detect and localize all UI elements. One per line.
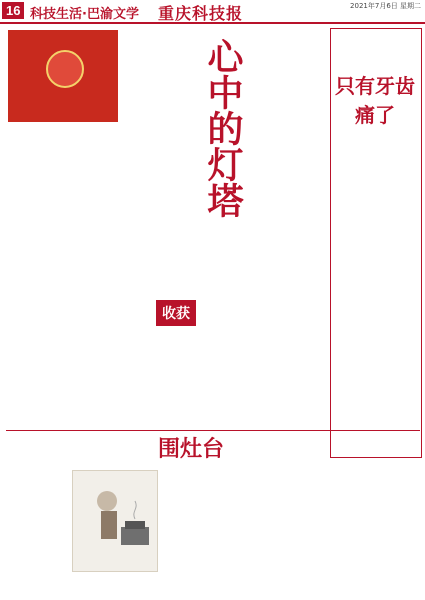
main-article-col1: [8, 128, 148, 428]
stove-body-continued: [322, 462, 420, 592]
right-article-title: 只有牙齿痛了: [335, 74, 415, 127]
poster-image: [8, 30, 118, 122]
stove-title: 围灶台: [158, 436, 225, 462]
section-title: 科技生活·巴渝文学: [30, 7, 139, 22]
illustration: [72, 470, 158, 572]
page-header: [0, 0, 425, 24]
masthead: 重庆科技报: [158, 4, 244, 23]
harvest-body: [154, 320, 330, 428]
header-meta: [350, 2, 421, 11]
stove-body: [158, 462, 320, 592]
main-article-col2: [246, 30, 330, 240]
divider: [6, 430, 420, 431]
tail-body: [8, 436, 68, 592]
stove-illustration-icon: [73, 471, 157, 571]
page-number: 16: [2, 2, 24, 19]
emblem-icon: [46, 50, 84, 88]
harvest-title: 收获: [156, 300, 196, 326]
main-article-title: 心中的灯塔: [202, 38, 244, 218]
header-meta-date: 2021年7月6日 星期二: [350, 2, 421, 10]
